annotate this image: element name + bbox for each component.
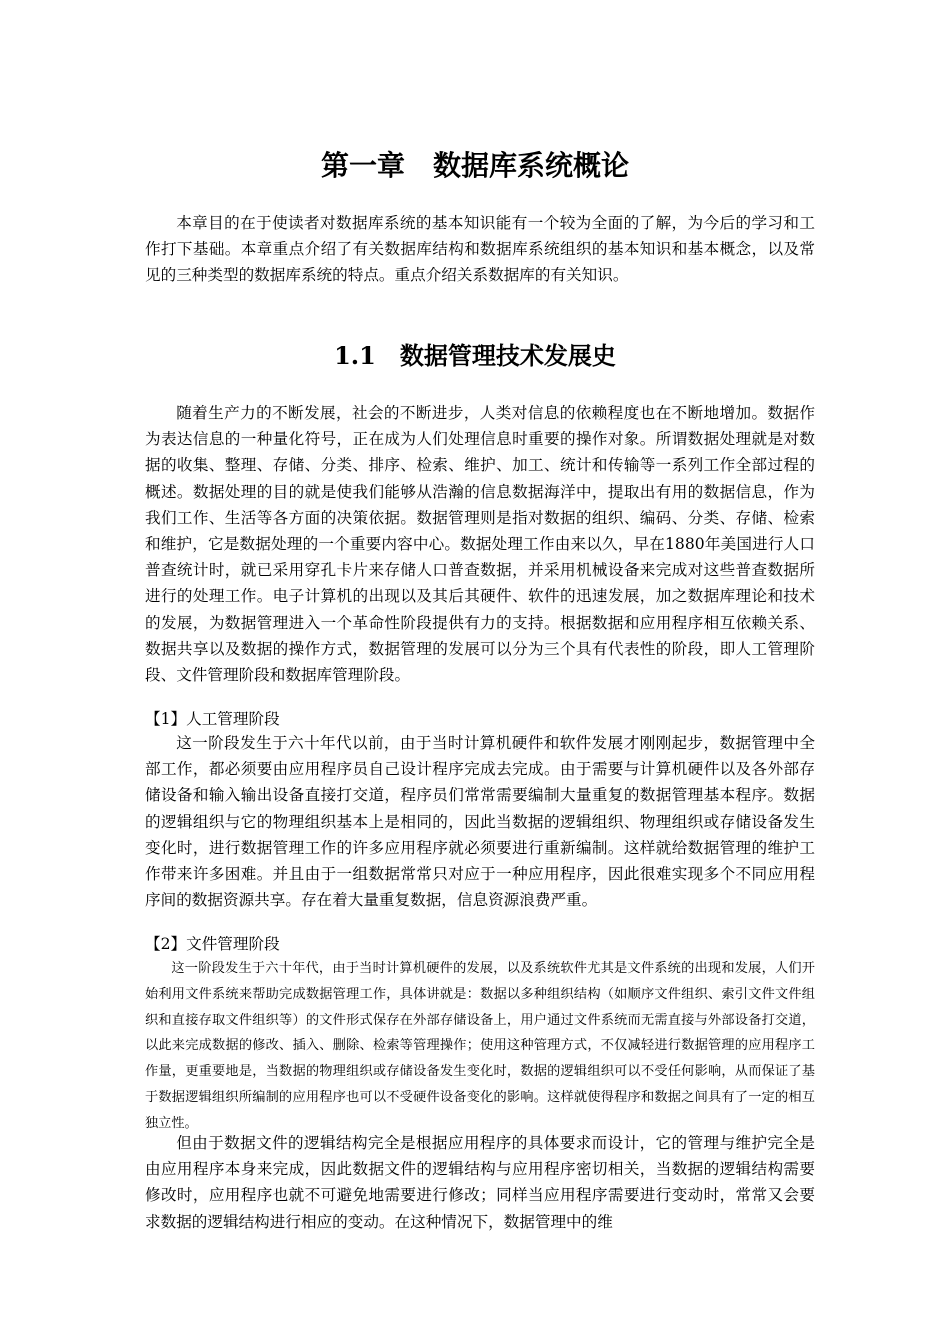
section-paragraph-4: 但由于数据文件的逻辑结构完全是根据应用程序的具体要求而设计，它的管理与维护完全是由应用程序本身来完成，因此数据文件的逻辑结构与应用程序密切相关，当数据的逻辑结构需要修改时，应用程序也就不可避免地需要进行修改；同样当应用程序需要进行变动时，常常又会要求数据的逻辑结构进行相应的变动。在这种情况下，数据管理中的维 — [145, 1134, 815, 1231]
section-title: 1.1 数据管理技术发展史 — [334, 341, 616, 370]
subheading-file-management: 【2】文件管理阶段 — [145, 935, 280, 953]
section-paragraph-3: 这一阶段发生于六十年代，由于当时计算机硬件的发展，以及系统软件尤其是文件系统的出现和发展，人们开始利用文件系统来帮助完成数据管理工作，具体讲就是：数据以多种组织结构（如顺序文件组织、索引文件文件组织和直接存取文件组织等）的文件形式保存在外部存储设备上，用户通过文件系统而无需直接与外部设备打交道，以此来完成数据的修改、插入、删除、检索等管理操作；使用这种管理方式，不仅减轻进行数据管理的应用程序工作量，更重要地是，当数据的物理组织或存储设备发生变化时，数据的逻辑组织可以不受任何影响，从而保证了基于数据逻辑组织所编制的应用程序也可以不受硬件设备变化的影响。这样就使得程序和数据之间具有了一定的相互独立性。 — [145, 961, 815, 1131]
section-paragraph-1: 随着生产力的不断发展，社会的不断进步，人类对信息的依赖程度也在不断地增加。数据作为表达信息的一种量化符号，正在成为人们处理信息时重要的操作对象。所谓数据处理就是对数据的收集、整理、存储、分类、排序、检索、维护、加工、统计和传输等一系列工作全部过程的概述。数据处理的目的就是使我们能够从浩瀚的信息数据海洋中，提取出有用的数据信息，作为我们工作、生活等各方面的决策依据。数据管理则是指对数据的组织、编码、分类、存储、检索和维护，它是数据处理的一个重要内容中心。数据处理工作由来以久，早在1880年美国进行人口普查统计时，就已采用穿孔卡片来存储人口普查数据，并采用机械设备来完成对这些普查数据所进行的处理工作。电子计算机的出现以及其后其硬件、软件的迅速发展，加之数据库理论和技术的发展，为数据管理进入一个革命性阶段提供有力的支持。根据数据和应用程序相互依赖关系、数据共享以及数据的操作方式，数据管理的发展可以分为三个具有代表性的阶段，即人工管理阶段、文件管理阶段和数据库管理阶段。 — [145, 404, 815, 685]
subheading-manual-management: 【1】人工管理阶段 — [145, 710, 280, 728]
section-paragraph-2: 这一阶段发生于六十年代以前，由于当时计算机硬件和软件发展才刚刚起步，数据管理中全部工作，都必须要由应用程序员自己设计程序完成去完成。由于需要与计算机硬件以及各外部存储设备和输入输出设备直接打交道，程序员们常常需要编制大量重复的数据管理基本程序。数据的逻辑组织与它的物理组织基本上是相同的，因此当数据的逻辑组织、物理组织或存储设备发生变化时，进行数据管理工作的许多应用程序就必须要进行重新编制。这样就给数据管理的维护工作带来许多困难。并且由于一组数据常常只对应于一种应用程序，因此很难实现多个不同应用程序间的数据资源共享。存在着大量重复数据，信息资源浪费严重。 — [145, 734, 815, 910]
chapter-intro-paragraph: 本章目的在于使读者对数据库系统的基本知识能有一个较为全面的了解，为今后的学习和工作打下基础。本章重点介绍了有关数据库结构和数据库系统组织的基本知识和基本概念，以及常见的三种类型的数据库系统的特点。重点介绍关系数据库的有关知识。 — [145, 214, 815, 285]
chapter-title: 第一章 数据库系统概论 — [320, 149, 629, 182]
